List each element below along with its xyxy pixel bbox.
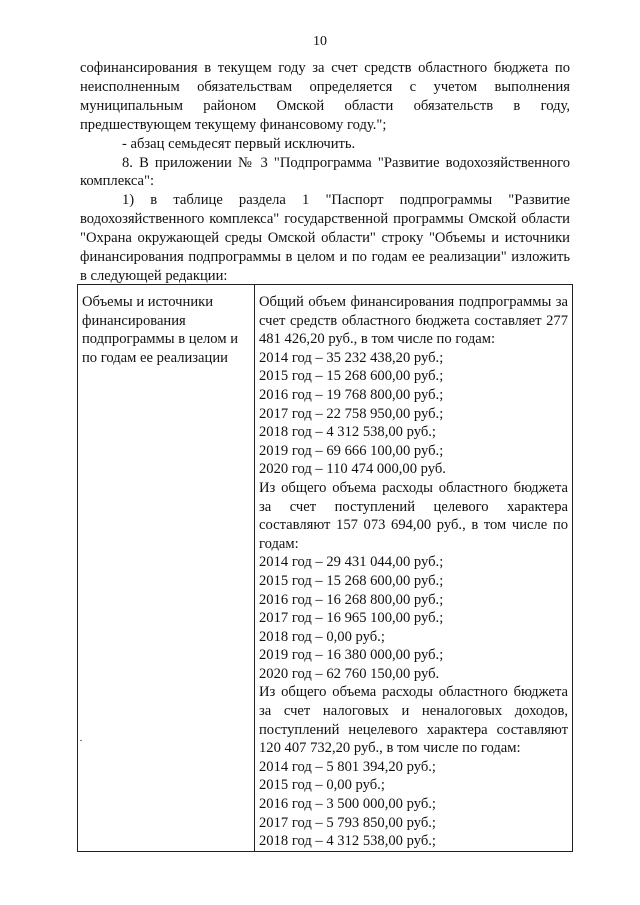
- total-intro: Общий объем финансирования подпрограммы за счет средств областного бюджета составляет 277 481 426,20 руб., в том числе по годам:: [259, 294, 568, 348]
- paragraph-exclude: - абзац семьдесят первый исключить.: [122, 135, 356, 152]
- total-year-line: 2015 год – 15 268 600,00 руб.;: [259, 368, 444, 385]
- total-year-line: 2020 год – 110 474 000,00 руб.: [259, 461, 446, 478]
- tax-year-line: 2017 год – 5 793 850,00 руб.;: [259, 814, 436, 831]
- paragraph-cofinancing: софинансирования в текущем году за счет средств областного бюджета по неисполненным обязательствам определяется с учетом выполнения муниципальным районом Омской области обязательств в году, предшествующем текущему финансовому году.";: [80, 60, 570, 133]
- passport-table: [77, 284, 573, 852]
- row-label-cell: [78, 285, 255, 852]
- total-year-line: 2018 год – 4 312 538,00 руб.;: [259, 424, 436, 441]
- row-label: Объемы и источники финансирования подпрограммы в целом и по годам ее реализации: [82, 294, 239, 366]
- targeted-year-line: 2014 год – 29 431 044,00 руб.;: [259, 554, 444, 571]
- total-year-line: 2016 год – 19 768 800,00 руб.;: [259, 386, 444, 403]
- scan-mark: [80, 740, 82, 741]
- tax-year-line: 2015 год – 0,00 руб.;: [259, 777, 385, 794]
- tax-intro: Из общего объема расходы областного бюджета за счет налоговых и неналоговых доходов, поступлений нецелевого характера составляют 120 407 732,20 руб., в том числе по годам:: [259, 684, 568, 757]
- tax-year-line: 2016 год – 3 500 000,00 руб.;: [259, 796, 436, 813]
- page-number: 10: [313, 34, 327, 49]
- targeted-year-line: 2017 год – 16 965 100,00 руб.;: [259, 610, 444, 627]
- document-body: [80, 59, 570, 286]
- tax-year-line: 2018 год – 4 312 538,00 руб.;: [259, 833, 436, 850]
- table-row: [78, 285, 573, 852]
- targeted-year-line: 2016 год – 16 268 800,00 руб.;: [259, 591, 444, 608]
- targeted-year-line: 2020 год – 62 760 150,00 руб.: [259, 665, 440, 682]
- paragraph-appendix: 8. В приложении № 3 "Подпрограмма "Развитие водохозяйственного комплекса":: [80, 154, 570, 190]
- total-year-line: 2017 год – 22 758 950,00 руб.;: [259, 405, 444, 422]
- targeted-year-line: 2015 год – 15 268 600,00 руб.;: [259, 572, 444, 589]
- targeted-year-line: 2019 год – 16 380 000,00 руб.;: [259, 647, 444, 664]
- row-value-cell: [255, 285, 573, 852]
- targeted-intro: Из общего объема расходы областного бюджета за счет поступлений целевого характера составляют 157 073 694,00 руб., в том числе по годам:: [259, 479, 568, 552]
- targeted-year-line: 2018 год – 0,00 руб.;: [259, 628, 385, 645]
- tax-year-line: 2014 год – 5 801 394,20 руб.;: [259, 758, 436, 775]
- total-year-line: 2014 год – 35 232 438,20 руб.;: [259, 349, 444, 366]
- total-year-line: 2019 год – 69 666 100,00 руб.;: [259, 442, 444, 459]
- paragraph-table-instruction: 1) в таблице раздела 1 "Паспорт подпрограммы "Развитие водохозяйственного комплекса" государственной программы Омской области "Охрана окружающей среды Омской области" строку "Объемы и источники финансирования подпрограммы в целом и по годам ее реализации" изложить в следующей редакции:: [80, 192, 570, 284]
